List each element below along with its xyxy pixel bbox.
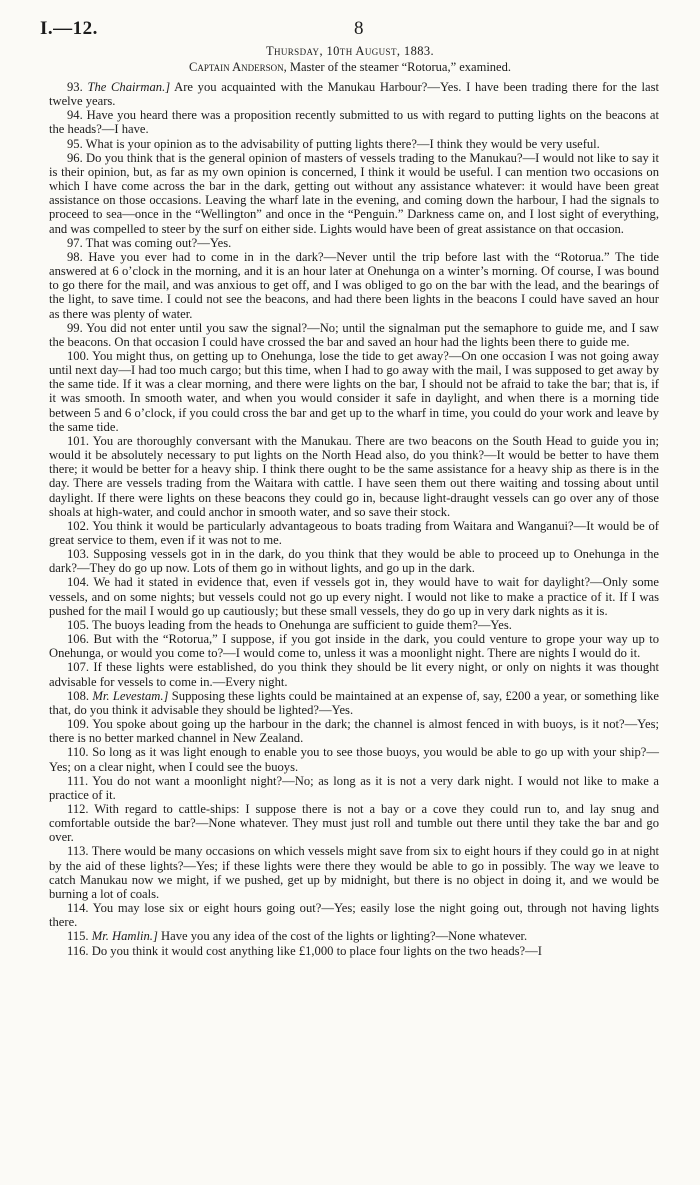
evidence-paragraph: [49, 151, 659, 236]
witness-intro: [0, 60, 700, 75]
witness-name: Captain Anderson: [189, 60, 284, 74]
question-answer-text: You think it would be particularly advantageous to boats trading from Waitara and Wanganui?—It would be of great service to them, even if it was not to me.: [49, 518, 659, 547]
question-number: 93.: [67, 80, 83, 94]
evidence-paragraph: [49, 547, 659, 575]
question-number: 96.: [67, 150, 83, 165]
question-number: 111.: [67, 773, 89, 788]
page-header: [40, 18, 660, 44]
question-answer-text: Do you think it would cost anything like £1,000 to place four lights on the two heads?—I: [91, 943, 542, 958]
evidence-paragraph: [49, 80, 659, 108]
question-answer-text: We had it stated in evidence that, even if vessels got in, they would have to wait for daylight?—Only some vessels, and on some nights; but vessels could not go up every night. I would not like to make a practice of it. If I was pushed for the mail I would go up cautiously; but these small vessels, they do go up in very dark nights as it is.: [49, 575, 660, 618]
session-date: Thursday, 10th August, 1883.: [265, 44, 435, 58]
evidence-paragraph: [49, 745, 659, 773]
question-number: 115.: [67, 929, 89, 944]
question-number: 99.: [67, 320, 83, 335]
evidence-paragraph: [49, 632, 659, 660]
evidence-paragraph: [49, 689, 659, 717]
question-answer-text: You are thoroughly conversant with the Manukau. There are two beacons on the South Head to guide you in; would it be absolutely necessary to put lights on the North Head also, do you think?—It would be better to have them there; it would be better for a heavy ship. I think there ought to be the same assistance for a heavy ship as there is in the day. There are vessels trading from the Waitara with cattle. I have seen them out there waiting and tossing about until daylight. If there were lights on these beacons they could go in, because light-draught vessels can go over any of those shoals at high-water, and could anchor in smooth water, and so save their stock.: [49, 433, 659, 519]
question-answer-text: Have you any idea of the cost of the lights or lighting?—None whatever.: [161, 929, 528, 944]
evidence-paragraph: [49, 802, 659, 844]
evidence-paragraph: [49, 618, 659, 632]
evidence-paragraph: [49, 137, 659, 151]
question-answer-text: With regard to cattle-ships: I suppose there is not a bay or a cove they could run to, and lay snug and comfortable outside the bar?—None whatever. They must just roll and tumble out there until they take the bar and go over.: [49, 801, 660, 845]
question-number: 104.: [67, 575, 90, 590]
evidence-paragraph: [49, 929, 659, 943]
question-answer-text: There would be many occasions on which vessels might save from six to eight hours if they could go in at night by the aid of these lights?—Yes; if these lights were there they would be able to go in possibly. The way we leave to catch Manukau now we might, if we pushed, get up by midnight, but there is no object in doing it, and we would be burning a lot of coals.: [49, 844, 660, 901]
question-answer-text: Supposing vessels got in in the dark, do you think that they would be able to proceed up to Onehunga in the dark?—They do go up now. Lots of them go in without lights, and go up in the dark.: [49, 547, 660, 576]
question-number: 114.: [67, 901, 89, 916]
question-answer-text: You spoke about going up the harbour in the dark; the channel is almost fenced in with buoys, is it not?—Yes; there is no better marked channel in New Zealand.: [49, 717, 659, 746]
question-number: 94.: [67, 108, 83, 123]
evidence-paragraph: [49, 434, 659, 519]
question-number: 108.: [67, 688, 90, 703]
evidence-paragraph: [49, 250, 659, 321]
question-number: 105.: [67, 617, 90, 632]
evidence-paragraph: [49, 108, 659, 136]
question-number: 95.: [67, 136, 83, 151]
question-number: 112.: [67, 801, 89, 816]
question-answer-text: But with the “Rotorua,” I suppose, if you got inside in the dark, you could venture to grope your way up to Onehunga, or would you come to?—I would come to, unless it was a moonlight night. There are nights I would do it.: [49, 632, 659, 661]
evidence-paragraph: [49, 944, 659, 958]
evidence-paragraph: [49, 575, 659, 617]
question-number: 101.: [67, 433, 90, 448]
evidence-paragraph: [49, 901, 659, 929]
evidence-paragraph: [49, 660, 659, 688]
question-number: 116.: [67, 943, 89, 958]
document-reference: I.—12.: [40, 18, 98, 39]
question-answer-text: You did not enter until you saw the signal?—No; until the signalman put the semaphore to guide me, and I saw the beacons. On that occasion I could have crossed the bar and saved an hour had the lights been there to guide me.: [49, 320, 659, 349]
speaker-name: The Chairman.]: [87, 80, 171, 94]
evidence-body: [49, 80, 659, 958]
evidence-paragraph: [49, 349, 659, 434]
question-number: 102.: [67, 518, 90, 533]
question-number: 106.: [67, 632, 90, 647]
speaker-name: Mr. Hamlin.]: [91, 929, 158, 944]
speaker-name: Mr. Levestam.]: [92, 688, 169, 703]
witness-description: , Master of the steamer “Rotorua,” examined.: [283, 60, 511, 74]
evidence-paragraph: [49, 236, 659, 250]
question-number: 100.: [67, 348, 90, 363]
evidence-paragraph: [49, 774, 659, 802]
question-number: 109.: [67, 717, 90, 732]
question-number: 97.: [67, 235, 83, 250]
question-answer-text: What is your opinion as to the advisability of putting lights there?—I think they would be very useful.: [85, 136, 600, 151]
evidence-paragraph: [49, 519, 659, 547]
evidence-paragraph: [49, 321, 659, 349]
question-answer-text: Have you ever had to come in in the dark?—Never until the trip before last with the “Rotorua.” The tide answered at 6 o’clock in the morning, and it is an hour later at Onehunga on a winter’s morning. Of course, I was bound to go there for the mail, and was anxious to get off, and I was obliged to go on the bar with the lead, and the bearings of the light, to save time. I could not see the beacons, and had there been lights in the beacons I could have saved an hour as there was plenty of water.: [49, 249, 659, 321]
question-number: 107.: [67, 660, 90, 675]
question-number: 110.: [67, 745, 89, 760]
evidence-paragraph: [49, 844, 659, 901]
question-answer-text: Supposing these lights could be maintained at an expense of, say, £200 a year, or something like that, do you think it advisable they should be lighted?—Yes.: [49, 688, 659, 717]
question-answer-text: Do you think that is the general opinion of masters of vessels trading to the Manukau?—I would not like to say it is their opinion, but, as far as my own opinion is concerned, I think it would be useful. I can mention two occasions on which I have come across the bar in the dark, getting out without any assistance whatever: it would have been great assistance on those occasions. Leaving the wharf late in the evening, and coming down the harbour, I had the signals to proceed to sea—once in the “Wellington” and once in the “Penguin.” Darkness came on, and I lost sight of everything, and was compelled to steer by the surf on either side. Lights would have been of great assistance on that occasion.: [49, 150, 660, 236]
question-answer-text: Are you acquainted with the Manukau Harbour?—Yes. I have been trading there for the last twelve years.: [49, 80, 659, 109]
question-answer-text: Have you heard there was a proposition recently submitted to us with regard to putting lights on the beacons at the heads?—I have.: [49, 108, 659, 137]
question-number: 98.: [67, 249, 83, 264]
question-number: 113.: [67, 844, 89, 859]
question-answer-text: That was coming out?—Yes.: [85, 235, 232, 250]
question-answer-text: You do not want a moonlight night?—No; as long as it is not a very dark night. I would not like to make a practice of it.: [49, 773, 659, 802]
question-answer-text: If these lights were established, do you think they should be lit every night, or only on nights it was thought advisable for vessels to come in.—Every night.: [49, 660, 659, 689]
question-answer-text: You might thus, on getting up to Onehunga, lose the tide to get away?—On one occasion I was not going away until next day—I had too much cargo; but this time, when I had to go away with the mail, I was supposed to get away by the same tide. If it was a clear morning, and there were lights on the bar, I should not be afraid to take the bar; that is, if it was smooth. In smooth water, and when you would consider it safe in daylight, and when there is a morning tide between 5 and 6 o’clock, if you could cross the bar and get up to the wharf in time, you could do your work and leave by the same tide.: [49, 348, 659, 434]
question-answer-text: The buoys leading from the heads to Onehunga are sufficient to guide them?—Yes.: [91, 617, 512, 632]
page-number: 8: [354, 18, 364, 39]
evidence-paragraph: [49, 717, 659, 745]
question-answer-text: You may lose six or eight hours going out?—Yes; easily lose the night going out, through not having lights there.: [49, 901, 659, 930]
question-answer-text: So long as it was light enough to enable you to see those buoys, you would be able to go up with your ship?—Yes; on a clear night, when I could see the buoys.: [49, 745, 659, 774]
question-number: 103.: [67, 547, 90, 562]
